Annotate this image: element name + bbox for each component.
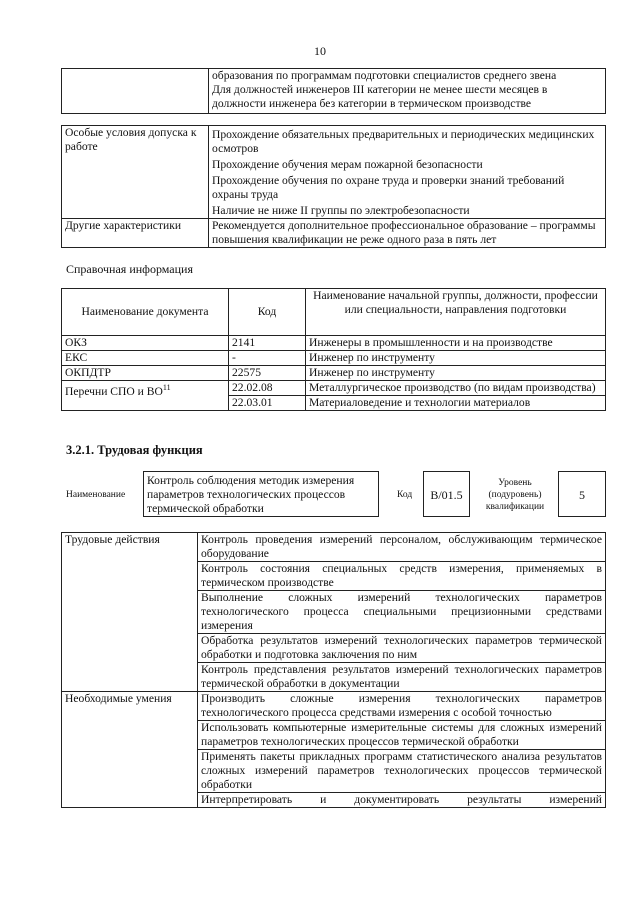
function-name-label: Наименование — [66, 490, 126, 500]
requirement-item: Наличие не ниже II группы по электробезопасности — [212, 204, 470, 217]
footnote-mark: 11 — [162, 383, 171, 392]
skills-label: Необходимые умения — [62, 692, 198, 808]
education-cont-text — [209, 69, 606, 114]
education-line: образования по программам подготовки специалистов среднего звена — [212, 69, 557, 82]
action-item: Контроль состояния специальных средств измерения, применяемых в термическом производстве — [198, 562, 606, 591]
page-number: 10 — [314, 44, 326, 58]
table-row — [62, 381, 606, 396]
education-cont-label-cell — [62, 69, 209, 114]
table-row — [62, 336, 606, 351]
ref-doc: ОКЗ — [62, 336, 229, 351]
ref-name: Инженер по инструменту — [306, 351, 606, 366]
function-code-value: B/01.5 — [423, 471, 470, 517]
ref-code: - — [229, 351, 306, 366]
skill-item: Применять пакеты прикладных программ статистического анализа результатов сложных измерений параметров технологических процессов термической обработки — [198, 750, 606, 793]
education-cont-table — [61, 68, 606, 114]
actions-label: Трудовые действия — [62, 533, 198, 692]
reference-title: Справочная информация — [66, 262, 193, 276]
ref-name: Инженеры в промышленности и на производстве — [306, 336, 606, 351]
ref-name: Металлургическое производство (по видам производства) — [306, 381, 606, 396]
table-row — [62, 366, 606, 381]
ref-header-code: Код — [229, 289, 306, 336]
action-item: Выполнение сложных измерений технологических параметров технологического процесса специальными прецизионными средствами измерения — [198, 591, 606, 634]
function-code-label: Код — [397, 490, 413, 500]
ref-doc: ЕКС — [62, 351, 229, 366]
action-item: Обработка результатов измерений технологических параметров термической обработки и подготовка заключения по ним — [198, 634, 606, 663]
function-level-value: 5 — [558, 471, 606, 517]
function-level-label: Уровень (подуровень) квалификации — [485, 478, 545, 512]
requirements-label: Особые условия допуска к работе — [62, 126, 209, 219]
table-row — [62, 351, 606, 366]
ref-header-doc: Наименование документа — [62, 289, 229, 336]
ref-name: Материаловедение и технологии материалов — [306, 396, 606, 411]
ref-code: 2141 — [229, 336, 306, 351]
education-line: Для должностей инженеров III категории не менее шести месяцев в — [212, 83, 548, 96]
ref-code: 22.02.08 — [229, 381, 306, 396]
action-item: Контроль проведения измерений персоналом, обслуживающим термическое оборудование — [198, 533, 606, 562]
function-details-table — [61, 532, 606, 808]
ref-doc: ОКПДТР — [62, 366, 229, 381]
ref-name: Инженер по инструменту — [306, 366, 606, 381]
requirement-item: Прохождение обучения по охране труда и проверки знаний требований охраны труда — [212, 174, 565, 201]
education-line: должности инженера без категории в термическом производстве — [212, 97, 532, 110]
ref-code: 22.03.01 — [229, 396, 306, 411]
action-item: Контроль представления результатов измерений технологических параметров термической обработки в документации — [198, 663, 606, 692]
skill-item: Использовать компьютерные измерительные системы для сложных измерений параметров технологических процессов термической обработки — [198, 721, 606, 750]
other-characteristics-label: Другие характеристики — [62, 219, 209, 248]
other-characteristics-text: Рекомендуется дополнительное профессиональное образование – программы повышения квалификации не реже одного раза в пять лет — [209, 219, 606, 248]
requirements-items — [209, 126, 606, 219]
ref-doc — [62, 381, 229, 411]
ref-doc-text: Перечни СПО и ВО — [65, 384, 163, 398]
requirement-item: Прохождение обязательных предварительных и периодических медицинских осмотров — [212, 128, 595, 155]
requirement-item: Прохождение обучения мерам пожарной безопасности — [212, 158, 483, 171]
function-name-value: Контроль соблюдения методик измерения параметров технологических процессов термической обработки — [143, 471, 379, 517]
reference-table — [61, 288, 606, 411]
ref-header-name: Наименование начальной группы, должности, профессии или специальности, направления подготовки — [306, 289, 606, 336]
ref-code: 22575 — [229, 366, 306, 381]
requirements-table — [61, 125, 606, 248]
skill-item: Производить сложные измерения технологических параметров технологического процесса средствами измерения с особой точностью — [198, 692, 606, 721]
skill-item: Интерпретировать и документировать результаты измерений — [198, 793, 606, 808]
function-heading: 3.2.1. Трудовая функция — [66, 443, 203, 457]
